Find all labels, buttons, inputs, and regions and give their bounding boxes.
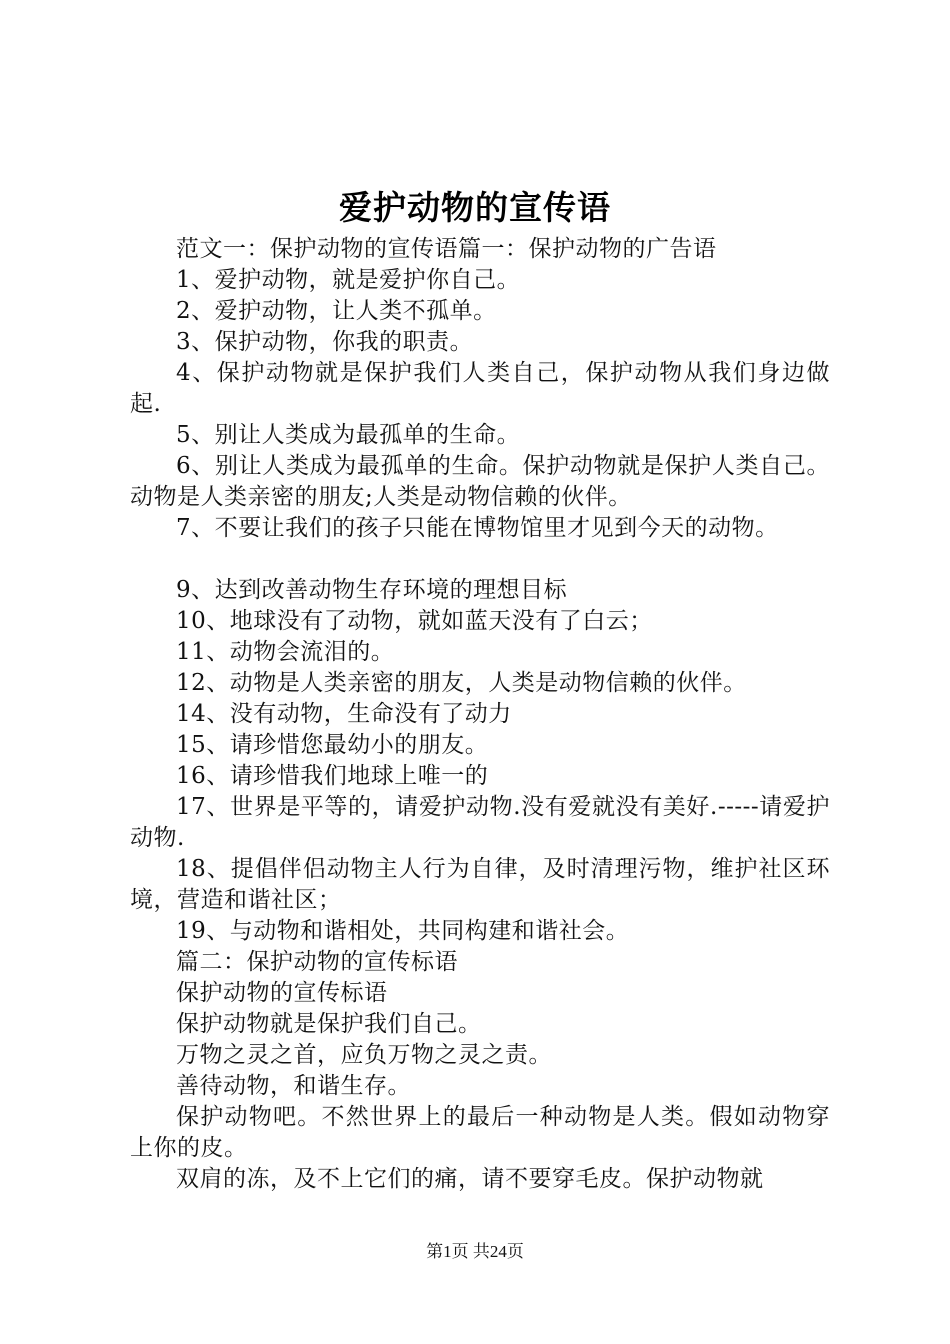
paragraph: 7、不要让我们的孩子只能在博物馆里才见到今天的动物。	[176, 515, 779, 541]
paragraph: 篇二：保护动物的宣传标语	[176, 949, 458, 975]
paragraph: 19、与动物和谐相处，共同构建和谐社会。	[176, 918, 630, 944]
paragraph: 9、达到改善动物生存环境的理想目标	[176, 577, 568, 603]
page-footer: 第1页 共24页	[426, 1242, 524, 1261]
paragraph: 5、别让人类成为最孤单的生命。	[176, 422, 521, 448]
document-body	[130, 234, 830, 1195]
paragraph: 万物之灵之首，应负万物之灵之责。	[176, 1042, 552, 1068]
paragraph: 18、提倡伴侣动物主人行为自律，及时清理污物，维护社区环境，营造和谐社区；	[130, 856, 830, 913]
paragraph: 双肩的冻，及不上它们的痛，请不要穿毛皮。保护动物就	[176, 1166, 764, 1192]
paragraph: 2、爱护动物，让人类不孤单。	[176, 298, 497, 324]
paragraph: 保护动物吧。不然世界上的最后一种动物是人类。假如动物穿上你的皮。	[130, 1104, 830, 1161]
paragraph: 11、动物会流泪的。	[176, 639, 395, 665]
paragraph: 6、别让人类成为最孤单的生命。保护动物就是保护人类自己。动物是人类亲密的朋友;人类是动物信赖的伙伴。	[130, 453, 830, 510]
paragraph: 范文一：保护动物的宣传语篇一：保护动物的广告语	[176, 236, 717, 262]
paragraph: 3、保护动物，你我的职责。	[176, 329, 474, 355]
paragraph: 善待动物，和谐生存。	[176, 1073, 411, 1099]
paragraph: 4、保护动物就是保护我们人类自己，保护动物从我们身边做起.	[130, 360, 830, 417]
paragraph: 1、爱护动物，就是爱护你自己。	[176, 267, 521, 293]
paragraph: 10、地球没有了动物，就如蓝天没有了白云；	[176, 608, 653, 634]
paragraph: 14、没有动物，生命没有了动力	[176, 701, 512, 727]
paragraph: 15、请珍惜您最幼小的朋友。	[176, 732, 489, 758]
paragraph: 17、世界是平等的，请爱护动物.没有爱就没有美好.-----请爱护动物.	[130, 794, 830, 851]
paragraph: 16、请珍惜我们地球上唯一的	[176, 763, 489, 789]
paragraph: 12、动物是人类亲密的朋友，人类是动物信赖的伙伴。	[176, 670, 747, 696]
paragraph: 保护动物的宣传标语	[176, 980, 388, 1006]
blank-line	[130, 544, 830, 575]
document-title: 爱护动物的宣传语	[339, 188, 611, 227]
paragraph: 保护动物就是保护我们自己。	[176, 1011, 482, 1037]
